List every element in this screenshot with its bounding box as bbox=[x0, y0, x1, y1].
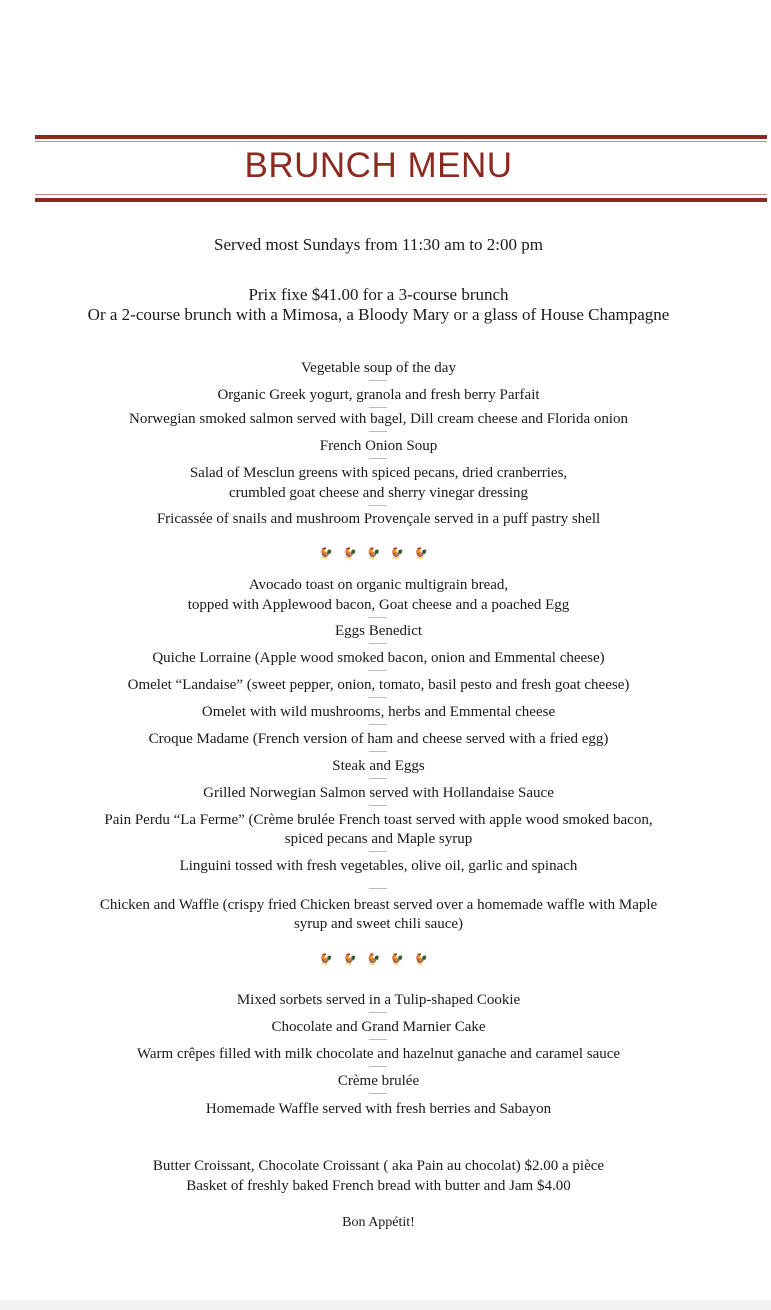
menu-item-starter: Fricassée of snails and mushroom Provençale served in a puff pastry shell bbox=[156, 511, 601, 527]
menu-item-main: Croque Madame (French version of ham and cheese served with a fried egg) bbox=[148, 731, 609, 747]
item-separator bbox=[369, 1039, 387, 1040]
prix-fixe-line-1: Prix fixe $41.00 for a 3-course brunch bbox=[248, 285, 509, 304]
header-rule-top bbox=[35, 135, 767, 139]
menu-item-dessert: Chocolate and Grand Marnier Cake bbox=[271, 1019, 486, 1035]
menu-item-main-cont: spiced pecans and Maple syrup bbox=[284, 831, 473, 847]
item-separator bbox=[369, 458, 387, 459]
item-separator bbox=[369, 724, 387, 725]
rooster-divider-icon: 🐓🐓🐓🐓🐓 bbox=[319, 547, 438, 560]
menu-item-starter: Organic Greek yogurt, granola and fresh berry Parfait bbox=[217, 387, 540, 403]
item-separator bbox=[369, 1093, 387, 1094]
rooster-divider-icon: 🐓🐓🐓🐓🐓 bbox=[319, 953, 438, 966]
menu-item-main-cont: syrup and sweet chili sauce) bbox=[293, 916, 464, 932]
menu-title: BRUNCH MENU bbox=[244, 146, 513, 185]
served-hours: Served most Sundays from 11:30 am to 2:00 pm bbox=[214, 235, 543, 254]
menu-item-main: Chicken and Waffle (crispy fried Chicken breast served over a homemade waffle with Maple bbox=[99, 897, 658, 913]
menu-item-main: Omelet “Landaise” (sweet pepper, onion, tomato, basil pesto and fresh goat cheese) bbox=[127, 677, 630, 693]
menu-item-dessert: Crème brulée bbox=[337, 1073, 420, 1089]
menu-item-main: Pain Perdu “La Ferme” (Crème brulée French toast served with apple wood smoked bacon, bbox=[104, 812, 653, 828]
item-separator bbox=[369, 617, 387, 618]
menu-item-main: Eggs Benedict bbox=[334, 623, 423, 639]
menu-item-main: Steak and Eggs bbox=[332, 758, 425, 774]
menu-item-starter: French Onion Soup bbox=[319, 438, 438, 454]
item-separator bbox=[369, 805, 387, 806]
menu-item-starter: Salad of Mesclun greens with spiced pecans, dried cranberries, bbox=[189, 465, 568, 481]
item-separator bbox=[369, 1066, 387, 1067]
item-separator bbox=[369, 888, 387, 889]
item-separator bbox=[369, 380, 387, 381]
menu-item-dessert: Warm crêpes filled with milk chocolate and hazelnut ganache and caramel sauce bbox=[136, 1046, 621, 1062]
menu-item-main-cont: topped with Applewood bacon, Goat cheese and a poached Egg bbox=[187, 597, 570, 613]
item-separator bbox=[369, 1012, 387, 1013]
item-separator bbox=[369, 670, 387, 671]
item-separator bbox=[369, 697, 387, 698]
menu-item-main: Quiche Lorraine (Apple wood smoked bacon, onion and Emmental cheese) bbox=[152, 650, 605, 666]
page-bottom-edge bbox=[0, 1300, 771, 1310]
menu-item-starter: Norwegian smoked salmon served with bagel, Dill cream cheese and Florida onion bbox=[128, 411, 629, 427]
menu-item-starter-cont: crumbled goat cheese and sherry vinegar dressing bbox=[228, 485, 529, 501]
menu-item-main: Avocado toast on organic multigrain bread, bbox=[248, 577, 509, 593]
menu-item-starter: Vegetable soup of the day bbox=[301, 360, 456, 376]
item-separator bbox=[369, 407, 387, 408]
item-separator bbox=[369, 751, 387, 752]
menu-item-dessert: Homemade Waffle served with fresh berries and Sabayon bbox=[205, 1101, 552, 1117]
closing-text: Bon Appétit! bbox=[342, 1215, 415, 1230]
item-separator bbox=[369, 778, 387, 779]
menu-item-main: Omelet with wild mushrooms, herbs and Emmental cheese bbox=[201, 704, 556, 720]
item-separator bbox=[369, 643, 387, 644]
header-rule-bottom bbox=[35, 198, 767, 202]
menu-item-main: Grilled Norwegian Salmon served with Hollandaise Sauce bbox=[203, 785, 554, 801]
prix-fixe-line-2: Or a 2-course brunch with a Mimosa, a Bloody Mary or a glass of House Champagne bbox=[87, 305, 670, 324]
item-separator bbox=[369, 431, 387, 432]
menu-item-dessert: Mixed sorbets served in a Tulip-shaped Cookie bbox=[236, 992, 521, 1008]
menu-item-main: Linguini tossed with fresh vegetables, olive oil, garlic and spinach bbox=[179, 858, 578, 874]
item-separator bbox=[369, 505, 387, 506]
item-separator bbox=[369, 851, 387, 852]
extras-line-2: Basket of freshly baked French bread with butter and Jam $4.00 bbox=[186, 1178, 571, 1194]
extras-line-1: Butter Croissant, Chocolate Croissant ( aka Pain au chocolat) $2.00 a pièce bbox=[152, 1158, 605, 1174]
